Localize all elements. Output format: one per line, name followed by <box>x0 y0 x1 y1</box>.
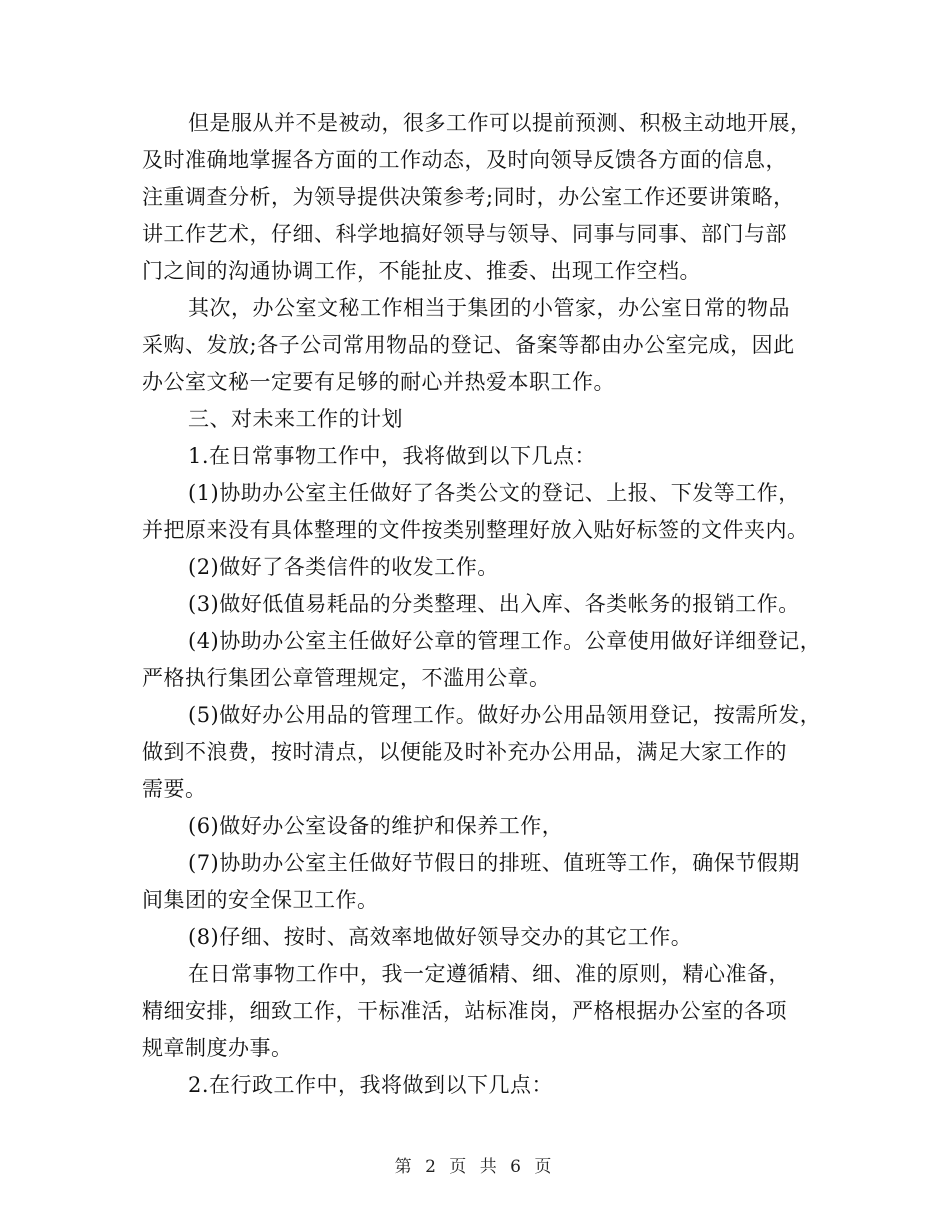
paragraph <box>142 956 832 1067</box>
text-line: 并把原来没有具体整理的文件按类别整理好放入贴好标签的文件夹内。 <box>142 518 809 542</box>
text-line: (8)仔细、按时、高效率地做好领导交办的其它工作。 <box>188 925 693 949</box>
list-item <box>142 623 832 697</box>
text-line: 做到不浪费，按时清点，以便能及时补充办公用品，满足大家工作的 <box>142 740 787 764</box>
subsection-heading <box>142 1067 832 1104</box>
text-line: 间集团的安全保卫工作。 <box>142 888 379 912</box>
list-item <box>142 845 832 919</box>
text-line: 但是服从并不是被动，很多工作可以提前预测、积极主动地开展， <box>188 111 812 135</box>
text-line: 精细安排，细致工作，干标准活，站标准岗，严格根据办公室的各项 <box>142 999 787 1023</box>
text-line: (6)做好办公室设备的维护和保养工作， <box>188 814 564 838</box>
text-line: 门之间的沟通协调工作，不能扯皮、推委、出现工作空档。 <box>142 259 701 283</box>
text-line: 讲工作艺术，仔细、科学地搞好领导与领导、同事与同事、部门与部 <box>142 222 787 246</box>
subsection-heading <box>142 438 832 475</box>
list-item <box>142 549 832 586</box>
text-line: 采购、发放;各子公司常用物品的登记、备案等都由办公室完成，因此 <box>142 333 795 357</box>
paragraph <box>142 290 832 401</box>
list-item <box>142 808 832 845</box>
text-line: 严格执行集团公章管理规定，不滥用公章。 <box>142 666 551 690</box>
page-number: 第 2 页 共 6 页 <box>394 1157 556 1177</box>
text-line: (2)做好了各类信件的收发工作。 <box>188 555 499 579</box>
text-line: 及时准确地掌握各方面的工作动态，及时向领导反馈各方面的信息， <box>142 148 787 172</box>
text-line: (3)做好低值易耗品的分类整理、出入库、各类帐务的报销工作。 <box>188 592 800 616</box>
text-line: 三、对未来工作的计划 <box>188 407 403 431</box>
text-line: (1)协助办公室主任做好了各类公文的登记、上报、下发等工作， <box>188 481 800 505</box>
document-body <box>142 105 832 1104</box>
text-line: 需要。 <box>142 777 207 801</box>
text-line: 办公室文秘一定要有足够的耐心并热爱本职工作。 <box>142 370 615 394</box>
text-line: 2.在行政工作中，我将做到以下几点： <box>188 1073 554 1097</box>
list-item <box>142 475 832 549</box>
text-line: 在日常事物工作中，我一定遵循精、细、准的原则，精心准备， <box>188 962 790 986</box>
text-line: 规章制度办事。 <box>142 1036 293 1060</box>
text-line: 注重调查分析，为领导提供决策参考;同时，办公室工作还要讲策略， <box>142 185 795 209</box>
list-item <box>142 586 832 623</box>
text-line: 1.在日常事物工作中，我将做到以下几点： <box>188 444 597 468</box>
text-line: (7)协助办公室主任做好节假日的排班、值班等工作，确保节假期 <box>188 851 800 875</box>
list-item <box>142 697 832 808</box>
text-line: (4)协助办公室主任做好公章的管理工作。公章使用做好详细登记， <box>188 629 822 653</box>
paragraph <box>142 105 832 290</box>
text-line: 其次，办公室文秘工作相当于集团的小管家，办公室日常的物品 <box>188 296 790 320</box>
text-line: (5)做好办公用品的管理工作。做好办公用品领用登记，按需所发， <box>188 703 822 727</box>
list-item <box>142 919 832 956</box>
section-heading <box>142 401 832 438</box>
